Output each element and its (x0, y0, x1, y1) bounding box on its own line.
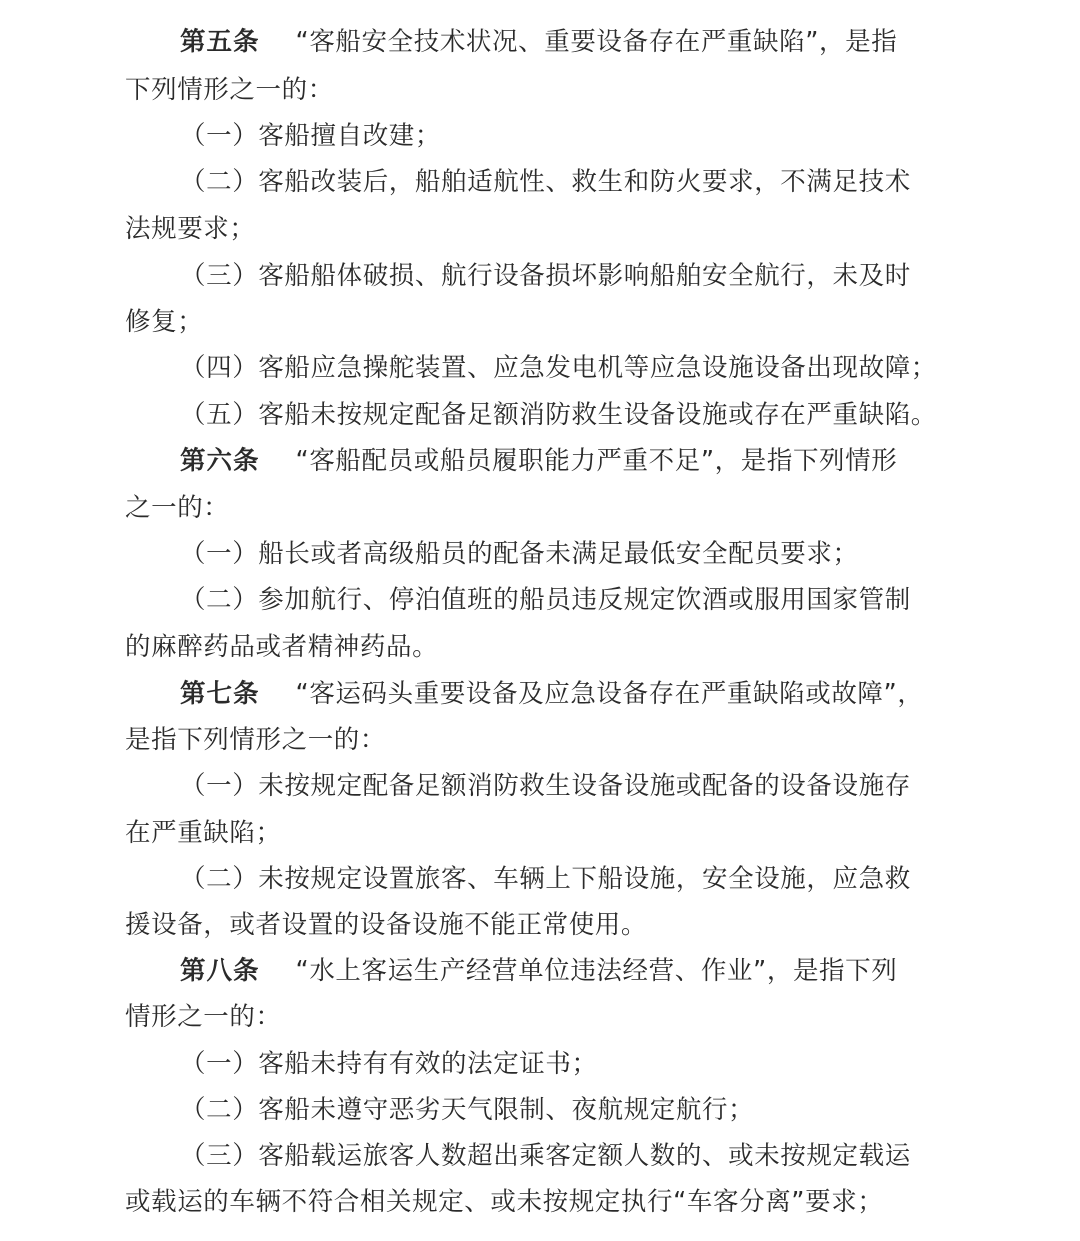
article-5-item-3: （三）客船船体破损、航行设备损坏影响船舶安全航行，未及时 (180, 261, 911, 291)
article-7-item-1-cont: 在严重缺陷； (125, 818, 282, 848)
article-5-intro-text: “客船安全技术状况、重要设备存在严重缺陷”，是指 (295, 27, 898, 57)
article-8-heading: 第八条 (180, 956, 260, 986)
article-6-item-2-cont: 的麻醉药品或者精神药品。 (125, 632, 439, 662)
article-6-intro (180, 441, 897, 481)
article-5-intro (180, 22, 897, 62)
article-8-item-1: （一）客船未持有有效的法定证书； (180, 1049, 598, 1079)
article-6-intro-cont: 之一的： (125, 493, 230, 523)
article-6-item-1: （一）船长或者高级船员的配备未满足最低安全配员要求； (180, 539, 859, 569)
article-8-intro-text: “水上客运生产经营单位违法经营、作业”，是指下列 (295, 956, 898, 986)
article-6-heading: 第六条 (180, 446, 260, 476)
article-5-item-1: （一）客船擅自改建； (180, 121, 442, 151)
article-8-item-3: （三）客船载运旅客人数超出乘客定额人数的、或未按规定载运 (180, 1141, 911, 1171)
article-7-intro-text: “客运码头重要设备及应急设备存在严重缺陷或故障”， (295, 679, 924, 709)
article-5-item-5: （五）客船未按规定配备足额消防救生设备设施或存在严重缺陷。 (180, 400, 937, 430)
article-8-item-3-cont: 或载运的车辆不符合相关规定、或未按规定执行“车客分离”要求； (125, 1187, 884, 1217)
article-5-item-4: （四）客船应急操舵装置、应急发电机等应急设施设备出现故障； (180, 353, 937, 383)
article-7-item-1: （一）未按规定配备足额消防救生设备设施或配备的设备设施存 (180, 771, 911, 801)
article-6-intro-text: “客船配员或船员履职能力严重不足”，是指下列情形 (295, 446, 898, 476)
article-5-item-3-cont: 修复； (125, 307, 204, 337)
article-8-intro-cont: 情形之一的： (125, 1002, 282, 1032)
article-7-intro (180, 674, 923, 714)
article-5-intro-cont: 下列情形之一的： (125, 75, 334, 105)
article-5-item-2: （二）客船改装后，船舶适航性、救生和防火要求，不满足技术 (180, 167, 911, 197)
article-8-item-2: （二）客船未遵守恶劣天气限制、夜航规定航行； (180, 1095, 755, 1125)
article-5-item-2-cont: 法规要求； (125, 214, 256, 244)
article-5-heading: 第五条 (180, 27, 260, 57)
article-7-item-2: （二）未按规定设置旅客、车辆上下船设施，安全设施，应急救 (180, 864, 911, 894)
article-8-intro (180, 951, 897, 991)
article-7-item-2-cont: 援设备，或者设置的设备设施不能正常使用。 (125, 910, 648, 940)
article-7-intro-cont: 是指下列情形之一的： (125, 725, 387, 755)
article-6-item-2: （二）参加航行、停泊值班的船员违反规定饮酒或服用国家管制 (180, 585, 911, 615)
article-7-heading: 第七条 (180, 679, 260, 709)
